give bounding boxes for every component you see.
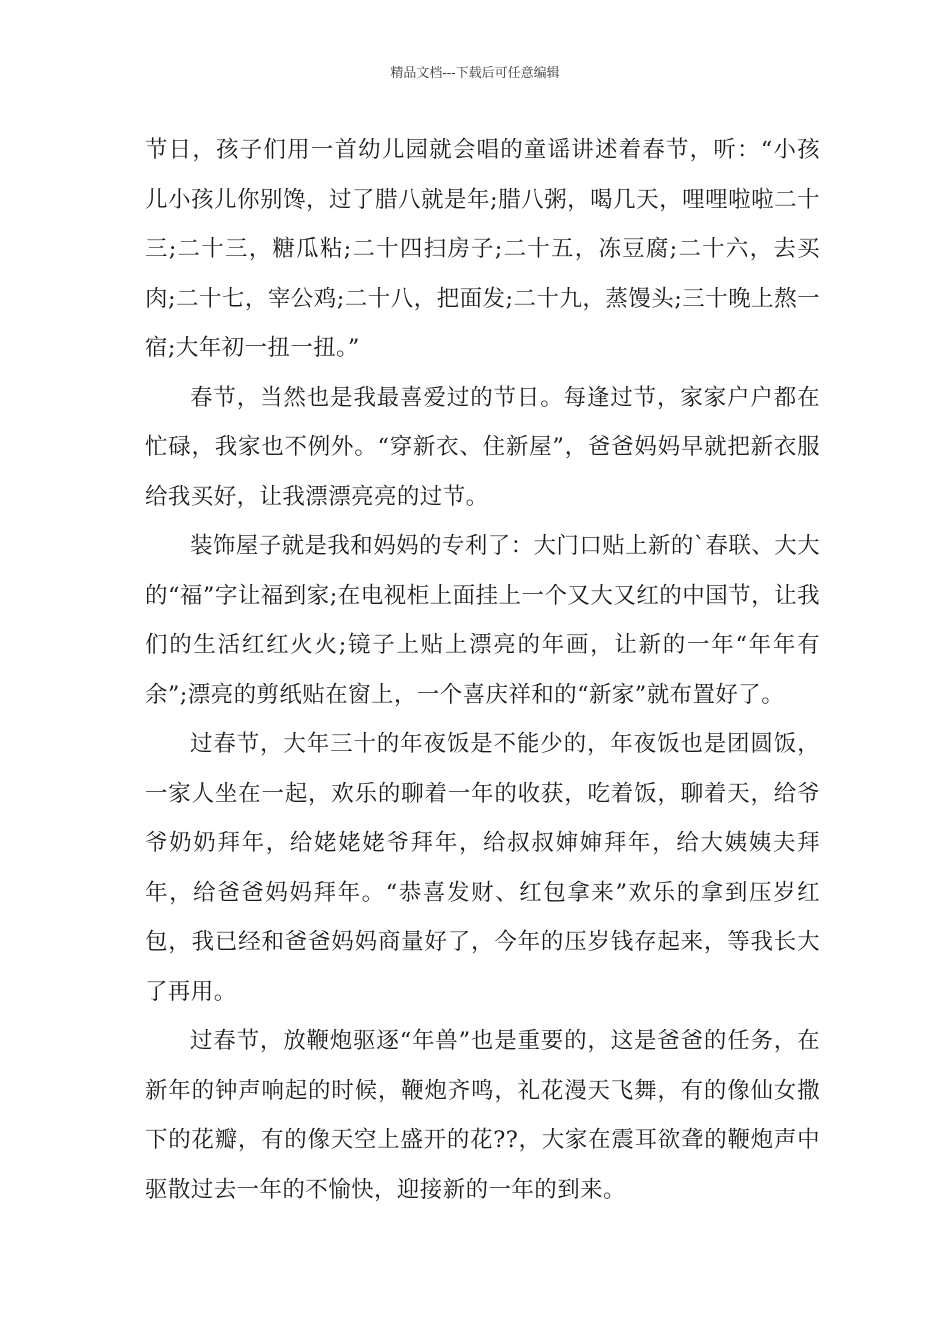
paragraph-4: 过春节，大年三十的年夜饭是不能少的，年夜饭也是团圆饭，一家人坐在一起，欢乐的聊着一年的收获，吃着饭，聊着天，给爷爷奶奶拜年，给姥姥姥爷拜年，给叔叔婶婶拜年，给大姨姨夫拜年，给爸爸妈妈拜年。“恭喜发财、红包拿来”欢乐的拿到压岁红包，我已经和爸爸妈妈商量好了，今年的压岁钱存起来，等我长大了再用。 bbox=[145, 731, 820, 1005]
paragraph-2: 春节，当然也是我最喜爱过的节日。每逢过节，家家户户都在忙碌，我家也不例外。“穿新衣、住新屋”，爸爸妈妈早就把新衣服给我买好，让我漂漂亮亮的过节。 bbox=[145, 384, 820, 510]
paragraph-5: 过春节，放鞭炮驱逐“年兽”也是重要的，这是爸爸的任务，在新年的钟声响起的时候，鞭炮齐鸣，礼花漫天飞舞，有的像仙女撒下的花瓣，有的像天空上盛开的花??，大家在震耳欲聋的鞭炮声中驱散过去一年的不愉快，迎接新的一年的到来。 bbox=[145, 1028, 820, 1203]
page-header: 精品文档---下载后可任意编辑 bbox=[390, 66, 560, 81]
paragraph-3: 装饰屋子就是我和妈妈的专利了：大门口贴上新的`春联、大大的“福”字让福到家;在电视柜上面挂上一个又大又红的中国节，让我们的生活红红火火;镜子上贴上漂亮的年画，让新的一年“年年有余”;漂亮的剪纸贴在窗上，一个喜庆祥和的“新家”就布置好了。 bbox=[145, 533, 820, 708]
document-body bbox=[145, 126, 820, 1215]
paragraph-1: 节日，孩子们用一首幼儿园就会唱的童谣讲述着春节，听：“小孩儿小孩儿你别馋，过了腊八就是年;腊八粥，喝几天，哩哩啦啦二十三;二十三，糖瓜粘;二十四扫房子;二十五，冻豆腐;二十六，去买肉;二十七，宰公鸡;二十八，把面发;二十九，蒸馒头;三十晚上熬一宿;大年初一扭一扭。” bbox=[145, 137, 820, 361]
